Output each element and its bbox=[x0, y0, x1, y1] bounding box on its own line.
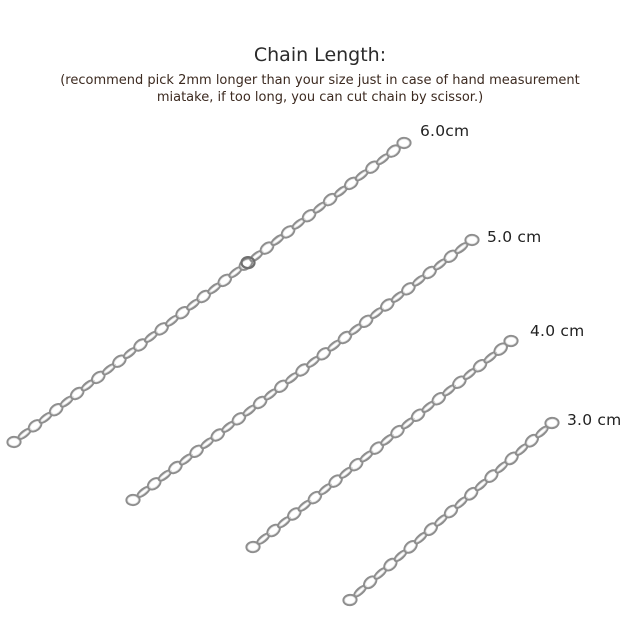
chain-label-6cm: 6.0cm bbox=[420, 122, 470, 140]
chain-link bbox=[545, 417, 559, 428]
chain-link bbox=[397, 138, 410, 149]
instruction-line-2: miatake, if too long, you can cut chain by scissor.) bbox=[156, 90, 484, 105]
chain-4cm bbox=[246, 336, 518, 553]
chain-label-4cm: 4.0 cm bbox=[530, 322, 585, 340]
chain-3cm bbox=[343, 417, 559, 605]
chart-title: Chain Length: bbox=[253, 44, 387, 66]
chain-6cm bbox=[7, 138, 410, 448]
chain-label-3cm: 3.0 cm bbox=[567, 411, 622, 429]
chain-link bbox=[465, 235, 478, 246]
chain-link bbox=[504, 336, 518, 347]
instruction-line-1: (recommend pick 2mm longer than your size just in case of hand measurement bbox=[60, 73, 580, 88]
chain-label-5cm: 5.0 cm bbox=[487, 228, 542, 246]
chain-5cm bbox=[126, 235, 478, 506]
